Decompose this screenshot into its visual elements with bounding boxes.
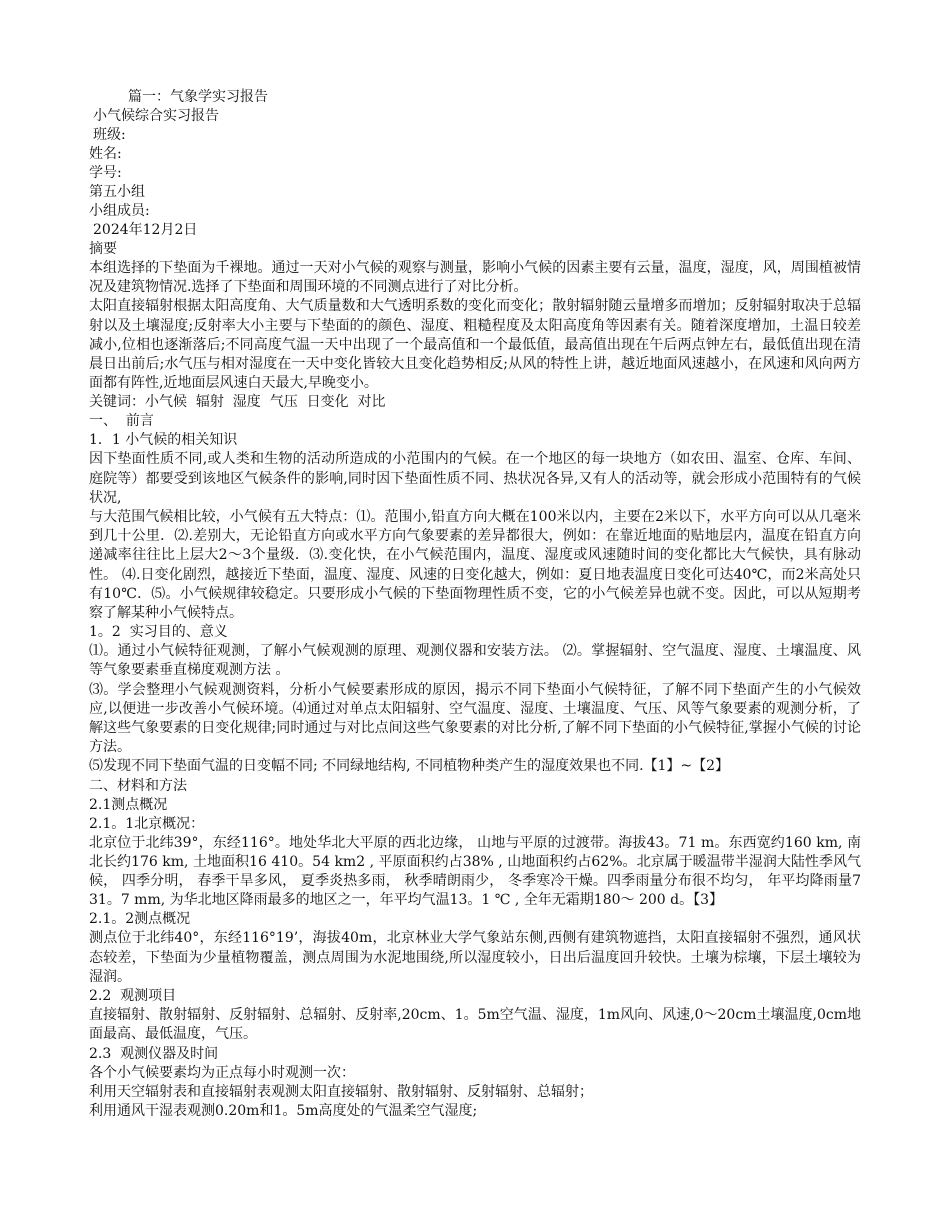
- section-2-1-heading: 2.1测点概况: [89, 796, 168, 813]
- abstract-paragraph-2: 太阳直接辐射根据太阳高度角、大气质量数和大气透明系数的变化而变化；散射辐射随云量增多而增加；反射辐射取决于总辐射以及土壤湿度;反射率大小主要与下垫面的的颜色、湿度、粗糙程度及太阳高度角等因素有关。随着深度增加，土温日较差减小,位相也逐渐落后;不同高度气温一天中出现了一个最高值和一个最低值，最高值出现在午后两点钟左右，最低值出现在清晨日出前后;水气压与相对湿度在一天中变化皆较大且变化趋势相反;从风的特性上讲，越近地面风速越小，在风速和风向两方面都有阵性,近地面层风速白天最大,早晚变小。: [89, 298, 861, 392]
- student-id-label: 学号:: [89, 165, 122, 181]
- document-page: [89, 88, 861, 1121]
- section-1-1-paragraph-1: 因下垫面性质不同,或人类和生物的活动所造成的小范围内的气候。在一个地区的每一块地方（如农田、温室、仓库、车间、庭院等）都要受到该地区气候条件的影响,同时因下垫面性质不同、热状况各异,又有人的活动等，就会形成小范围特有的气候状况,: [89, 451, 861, 506]
- section-2-2-paragraph: 直接辐射、散射辐射、反射辐射、总辐射、反射率,20cm、1。5m空气温、湿度，1m风向、风速,0～20cm土壤温度,0cm地面最高、最低温度，气压。: [89, 1007, 861, 1043]
- section-2-1-2-heading: 2.1。2测点概况: [89, 911, 191, 928]
- section-2-3-paragraph-2: 利用天空辐射表和直接辐射表观测太阳直接辐射、散射辐射、反射辐射、总辐射；: [89, 1083, 593, 1100]
- name-label: 姓名:: [89, 146, 122, 162]
- section-1-1-paragraph-2: 与大范围气候相比较，小气候有五大特点：⑴。范围小,铅直方向大概在100米以内，主要在2米以下，水平方向可以从几毫米到几十公里．⑵.差别大，无论铅直方向或水平方向气象要素的差异都很大，例如：在靠近地面的贴地层内，温度在铅直方向递减率往往比上层大2～3个量级．⑶.变化快，在小气候范围内，温度、湿度或风速随时间的变化都比大气候快，具有脉动性。 ⑷.日变化剧烈，越接近下垫面，温度、湿度、风速的日变化越大，例如：夏日地表温度日变化可达40℃，而2米高处只有10℃．⑸。小气候规律较稳定。只要形成小气候的下垫面物理性质不变，它的小气候差异也就不变。因此，可以从短期考察了解某种小气候特点。: [89, 509, 861, 622]
- members-label: 小组成员:: [89, 203, 150, 219]
- section-1-1-heading: 1．1 小气候的相关知识: [89, 432, 238, 449]
- section-2-1-1-paragraph: 北京位于北纬39°，东经116°。地处华北大平原的西北边缘， 山地与平原的过渡带。海拔43。71 m。东西宽约160 km, 南北长约176 km, 土地面积16 410。54 km2 , 平原面积约占38% , 山地面积约占62%。北京属于暖温带半湿润大陆性季风气候， 四季分明， 春季干旱多风， 夏季炎热多雨， 秋季晴朗雨少， 冬季寒冷干燥。四季雨量分布很不均匀， 年平均降雨量731。7 mm, 为华北地区降雨最多的地区之一，年平均气温13。1 ℃ , 全年无霜期180～ 200 d。【3】: [89, 834, 861, 909]
- group-name: 第五小组: [89, 184, 145, 200]
- abstract-heading: 摘要: [89, 241, 117, 257]
- report-date: 2024年12月2日: [93, 222, 198, 238]
- abstract-paragraph-1: 本组选择的下垫面为千裸地。通过一天对小气候的观察与测量，影响小气候的因素主要有云量，温度，湿度，风，周围植被情况及建筑物情况.选择了下垫面和周围环境的不同测点进行了对比分析。: [89, 260, 861, 296]
- section-1-2-paragraph-2: ⑶。学会整理小气候观测资料，分析小气候要素形成的原因，揭示不同下垫面小气候特征，了解不同下垫面产生的小气候效应,以便进一步改善小气候环境。⑷通过对单点太阳辐射、空气温度、湿度、土壤温度、气压、风等气象要素的观测分析，了解这些气象要素的日变化规律;同时通过与对比点间这些气象要素的对比分析,了解不同下垫面的小气候特征,掌握小气候的讨论方法。: [89, 681, 861, 756]
- section-2-heading: 二、材料和方法: [89, 777, 187, 794]
- section-2-1-2-paragraph: 测点位于北纬40°，东经116°19’，海拔40m，北京林业大学气象站东侧,西侧有建筑物遮挡，太阳直接辐射不强烈，通风状态较差，下垫面为少量植物覆盖，测点周围为水泥地围绕,所以湿度较小，日出后温度回升较快。土壤为棕壤，下层土壤较为湿润。: [89, 930, 861, 985]
- report-title: 小气候综合实习报告: [93, 108, 219, 124]
- section-2-3-heading: 2.3 观测仪器及时间: [89, 1045, 219, 1062]
- class-label: 班级:: [93, 127, 126, 143]
- section-2-3-paragraph-1: 各个小气候要素均为正点每小时观测一次：: [89, 1064, 355, 1081]
- keywords: 关键词：小气候 辐射 湿度 气压 日变化 对比: [89, 394, 386, 411]
- section-1-2-paragraph-1: ⑴。通过小气候特征观测，了解小气候观测的原理、观测仪器和安装方法。 ⑵。掌握辐射、空气温度、湿度、土壤温度、风等气象要素垂直梯度观测方法 。: [89, 643, 861, 679]
- section-2-3-paragraph-3: 利用通风干湿表观测0.20m和1。5m高度处的气温柔空气湿度;: [89, 1102, 478, 1119]
- section-2-2-heading: 2.2 观测项目: [89, 988, 177, 1005]
- section-1-2-paragraph-3: ⑸发现不同下垫面气温的日变幅不同; 不同绿地结构, 不同植物种类产生的湿度效果也不同.【1】~【2】: [89, 758, 730, 775]
- section-1-heading: 一、 前言: [89, 413, 154, 430]
- chapter-title: 篇一：气象学实习报告: [128, 89, 268, 105]
- section-1-2-heading: 1。2 实习目的、意义: [89, 624, 228, 641]
- section-2-1-1-heading: 2.1。1北京概况：: [89, 815, 205, 832]
